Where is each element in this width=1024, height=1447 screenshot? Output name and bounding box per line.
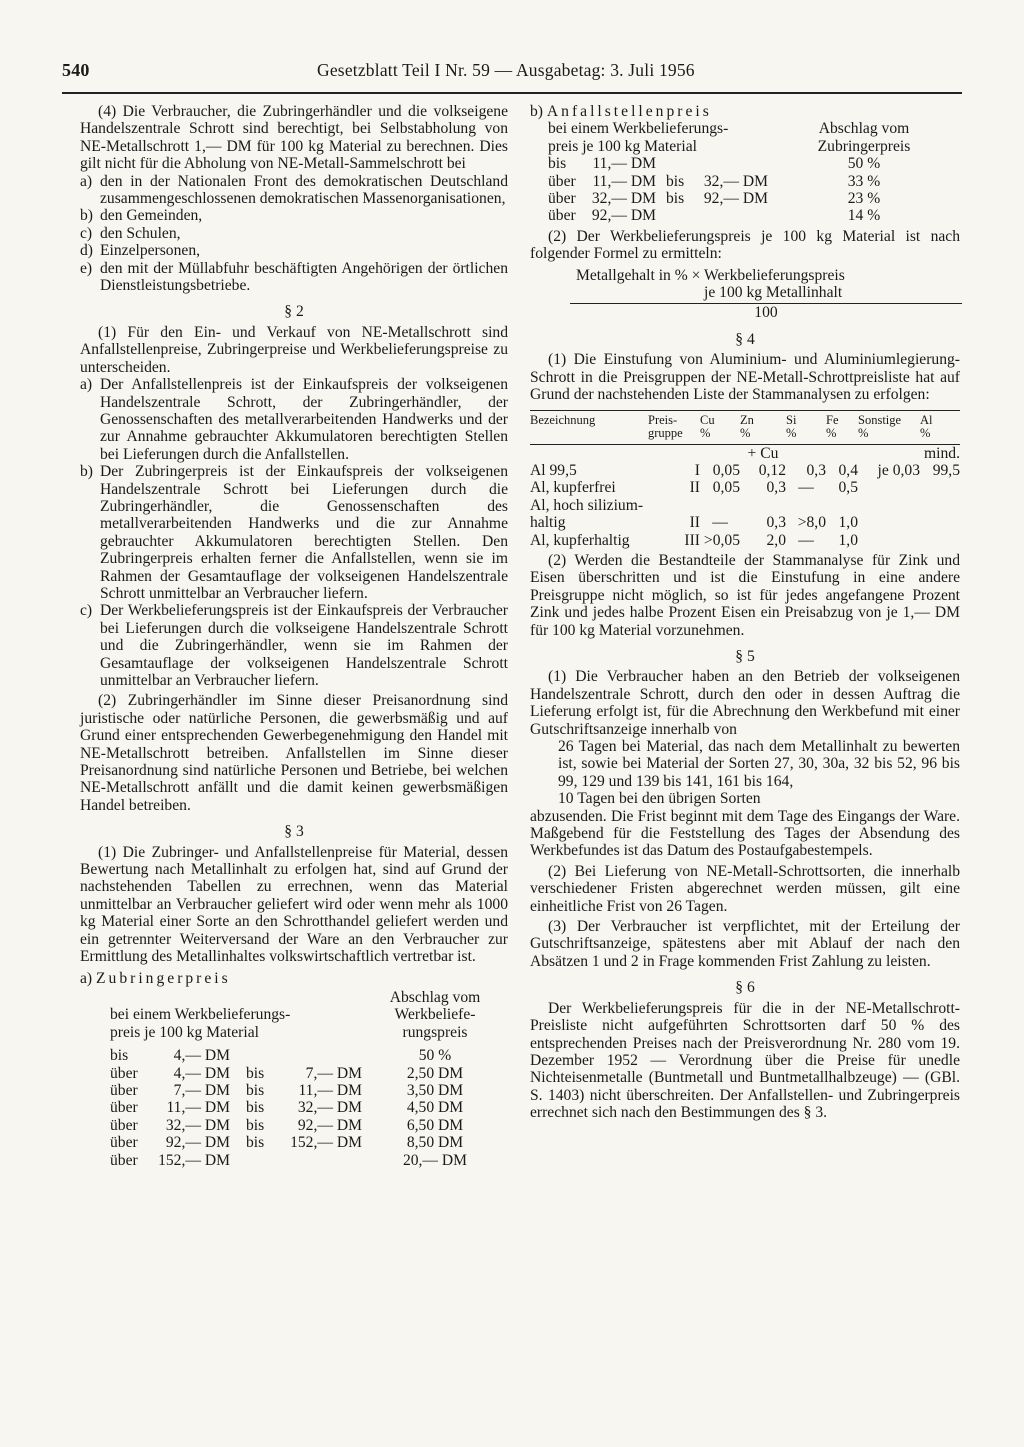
table-row: bis 4,— DM 50 % (110, 1047, 452, 1065)
table-anfallstellenpreis: b) Anfallstellenpreis bei einem Werkbelieferungs- preis je 100 kg Material Abschlag vom Zubringerpreis bis 11,— DM 50 % über 11,— DM bis 32,— DM 33 % über 32,— DM bis 92,— DM 23 % über 92,— DM 14 % (530, 103, 960, 225)
table-row: über 32,— DM bis 92,— DM 6,50 DM (110, 1116, 464, 1134)
paragraph: (4) Die Verbraucher, die Zubringerhändler und die volkseigene Handelszentrale Schrott sind berechtigt, bei Selbstabholung von NE-Metallschrott 1,— DM für 100 kg Material zu berechnen. Dies gilt nicht für die Abholung von NE-Metall-Sammelschrott bei (80, 103, 508, 173)
paragraph: abzusenden. Die Frist beginnt mit dem Tage des Eingangs der Ware. Maßgebend für die Feststellung des Tages der Absendung des Werkbefundes ist das Datum des Postaufgabestempels. (530, 807, 960, 860)
list-item: b) den Gemeinden, (80, 207, 203, 225)
paragraph: (2) Zubringerhändler im Sinne dieser Preisanordnung sind juristische oder natürliche Personen, die gewerbsmäßig und auf Grund einer entsprechenden Gewerbegenehmigung den Handel mit NE-Metallschrott betreiben. Anfallstellen im Sinne dieser Preisanordnung sind natürliche Personen und Betriebe, bei welchen NE-Metallschrott anfällt und die damit keinen gewerbsmäßigen Handel betreiben. (80, 692, 508, 814)
left-column (80, 103, 508, 1169)
list-item: a) den in der Nationalen Front des demokratischen Deutschland zusammengeschlossenen demokratischen Massenorganisationen, (80, 172, 508, 208)
price-table: bei einem Werkbelieferungs- preis je 100 kg Material Abschlag vom Werkbeliefe- rungspreis bis 4,— DM 50 % über 4,— DM bis 7,— DM 2,50 DM über 7,— DM bis 11,— DM 3,50 DM über 11,— DM bis 32,— DM 4,50 DM über 32,— DM bis 92,— DM 6,50 DM über 92,— DM bis 152,— DM 8,50 DM über 152,— DM 20,— DM (80, 989, 508, 1169)
table-row: über 32,— DM bis 92,— DM 23 % (548, 190, 881, 208)
section-heading: § 3 (284, 823, 304, 841)
paragraph: 26 Tagen bei Material, das nach dem Metallinhalt zu bewerten ist, sowie bei Material der Sorten 27, 30, 30a, 32 bis 52, 96 bis 99, 129 und 139 bis 141, 161 bis 164, (558, 738, 960, 790)
list (80, 376, 508, 689)
right-column (530, 103, 960, 1122)
section-heading: § 5 (735, 647, 755, 665)
table-row: Al 99,5 I 0,05 0,12 0,3 0,4 je 0,03 99,5 (530, 461, 960, 479)
table-row: bis 11,— DM 50 % (548, 155, 881, 173)
table-row: über 4,— DM bis 7,— DM 2,50 DM (110, 1064, 464, 1082)
table-row: über 92,— DM bis 152,— DM 8,50 DM (110, 1134, 464, 1152)
table-row: Al, kupferfrei II 0,05 0,3 — 0,5 (530, 479, 858, 497)
paragraph: (2) Werden die Bestandteile der Stammanalyse für Zink und Eisen überschritten und ist die Einstufung in eine andere Preisgruppe nicht möglich, so ist für jedes angefangene Prozent Zink und jedes halbe Prozent Eisen ein Preisabzug von je 1,— DM für 100 kg Material vorzunehmen. (530, 551, 960, 639)
table-row: über 11,— DM bis 32,— DM 4,50 DM (110, 1099, 464, 1117)
list (80, 173, 508, 295)
table-zubringerpreis: a) Zubringerpreis bei einem Werkbelieferungs- preis je 100 kg Material Abschlag vom Werkbeliefe- rungspreis bis 4,— DM 50 % über 4,— DM bis 7,— DM 2,50 DM über 7,— DM bis 11,— DM 3,50 DM über 11,— DM bis 32,— DM 4,50 DM über 32,— DM bis 92,— DM 6,50 DM über 92,— DM bis 152,— DM 8,50 DM über 152,— DM 20,— DM (80, 970, 508, 1169)
table-title: Anfallstellenpreis (546, 103, 712, 120)
paragraph: (2) Bei Lieferung von NE-Metall-Schrottsorten, die innerhalb verschiedener Fristen abgerechnet werden müssen, gilt eine einheitliche Frist von 26 Tagen. (530, 862, 960, 915)
list-item: e) den mit der Müllabfuhr beschäftigten Angehörigen der örtlichen Dienstleistungsbetriebe. (80, 259, 508, 295)
stammanalysen-table: Bezeichnung Preis- gruppe Cu % Zn % Si % Fe % Sonstige % Al % + Cu mind. Al 99,5 I 0,05 0,12 0,3 0,4 je 0,03 99,5 Al, kupferfrei II 0,05 0,3 — 0,5 Al, hoch silizium- haltig II — 0,3 >8,0 1,0 Al, kupferhaltig III >0,05 2,0 — 1,0 (530, 410, 960, 549)
paragraph: (2) Der Werkbelieferungspreis je 100 kg Material ist nach folgender Formel zu ermitteln: (530, 227, 960, 263)
formula: Metallgehalt in % × Werkbelieferungspreis je 100 kg Metallinhalt 100 (530, 267, 960, 322)
paragraph: (1) Die Verbraucher haben an den Betrieb der volkseigenen Handelszentrale Schrott, durch den oder in dessen Auftrag die Lieferung erfolgt ist, für die Abrechnung den Werkbefund mit einer Gutschriftsanzeige innerhalb von (530, 668, 960, 738)
running-title: Gesetzblatt Teil I Nr. 59 — Ausgabetag: 3. Juli 1956 (317, 60, 695, 80)
list-item: b) Der Zubringerpreis ist der Einkaufspreis der volkseigenen Handelszentrale Schrott bei Lieferungen durch die Zubringerhändler, die Genossenschaften des metallverarbeitenden Handwerks und die zur Annahme gebrauchter Akkumulatoren berechtigten Stellen. Den Zubringerpreis erhalten ferner die Anfallstellen, wenn sie im Rahmen der Gesamtauflage der volkseigenen Handelszentrale Schrott unmittelbar an Verbraucher liefern. (80, 463, 508, 602)
paragraph: 10 Tagen bei den übrigen Sorten (558, 790, 761, 808)
paragraph: (1) Für den Ein- und Verkauf von NE-Metallschrott sind Anfallstellenpreise, Zubringerpreise und Werkbelieferungspreise zu unterscheiden. (80, 323, 508, 376)
section-heading: § 2 (284, 303, 304, 321)
table-row: über 11,— DM bis 32,— DM 33 % (548, 172, 881, 190)
paragraph: (1) Die Einstufung von Aluminium- und Aluminiumlegierung-Schrott in die Preisgruppen der NE-Metall-Schrottpreisliste hat auf Grund der nachstehenden Liste der Stammanalysen zu erfolgen: (530, 351, 960, 404)
section-heading: § 4 (735, 330, 755, 348)
list-item: c) Der Werkbelieferungspreis ist der Einkaufspreis der Verbraucher bei Lieferungen durch die volkseigene Handelszentrale Schrott und die Zubringerhändler, wenn sie im Rahmen der Gesamtauflage der volkseigenen Handelszentrale Schrott unmittelbar an Verbraucher liefern. (80, 602, 508, 689)
list-item: a) Der Anfallstellenpreis ist der Einkaufspreis der volkseigenen Handelszentrale Schrott, der Zubringerhändler, der Genossenschaften des metallverarbeitenden Handwerks und der zur Annahme gebrauchter Akkumulatoren berechtigten Stellen bei Lieferungen durch die Anfallstellen. (80, 376, 508, 463)
table-title: Zubringerpreis (96, 969, 231, 987)
table-row: über 92,— DM 14 % (548, 207, 881, 225)
table-row: haltig II — 0,3 >8,0 1,0 (530, 514, 858, 532)
header-rule (62, 92, 962, 94)
price-table: bei einem Werkbelieferungs- preis je 100 kg Material Abschlag vom Zubringerpreis bis 11,— DM 50 % über 11,— DM bis 32,— DM 33 % über 32,— DM bis 92,— DM 23 % über 92,— DM 14 % (530, 120, 960, 224)
list-item: c) den Schulen, (80, 224, 181, 242)
table-row: über 7,— DM bis 11,— DM 3,50 DM (110, 1081, 464, 1099)
paragraph: (3) Der Verbraucher ist verpflichtet, mit der Erteilung der Gutschriftsanzeige, spätestens aber mit Ablauf der nach den Absätzen 1 und 2 in Frage kommenden Frist Zahlung zu leisten. (530, 918, 960, 970)
list-item: d) Einzelpersonen, (80, 242, 201, 260)
paragraph: (1) Die Zubringer- und Anfallstellenpreise für Material, dessen Bewertung nach Metallinhalt zu erfolgen hat, sind auf Grund der nachstehenden Tabellen zu errechnen, wenn das Material unmittelbar an Verbraucher geliefert wird oder wenn mehr als 1000 kg Material einer Sorte an den Schrotthandel geliefert werden und ein getrennter Weiterversand der Ware an den Verbraucher zur Ermittlung des Metallinhaltes volkswirtschaftlich vertretbar ist. (80, 843, 508, 966)
page-number: 540 (62, 60, 90, 80)
section-heading: § 6 (735, 979, 755, 997)
table-row: Al, kupferhaltig III >0,05 2,0 — 1,0 (530, 531, 858, 549)
page-header (62, 60, 962, 90)
paragraph: Der Werkbelieferungspreis für die in der NE-Metallschrott-Preisliste nicht aufgeführten Schrottsorten darf 50 % des entsprechenden Preises nach der Preisverordnung Nr. 280 vom 19. Dezember 1952 — Verordnung über die Preise für unedle Nichteisenmetalle (Buntmetall und Buntmetallhalbzeuge) — (GBl. S. 1403) nicht überschreiten. Der Anfallstellen- und Zubringerpreis errechnet sich nach den Bestimmungen des § 3. (530, 999, 960, 1122)
table-row: über 152,— DM 20,— DM (110, 1151, 468, 1169)
table-row: Al, hoch silizium- (530, 496, 644, 514)
